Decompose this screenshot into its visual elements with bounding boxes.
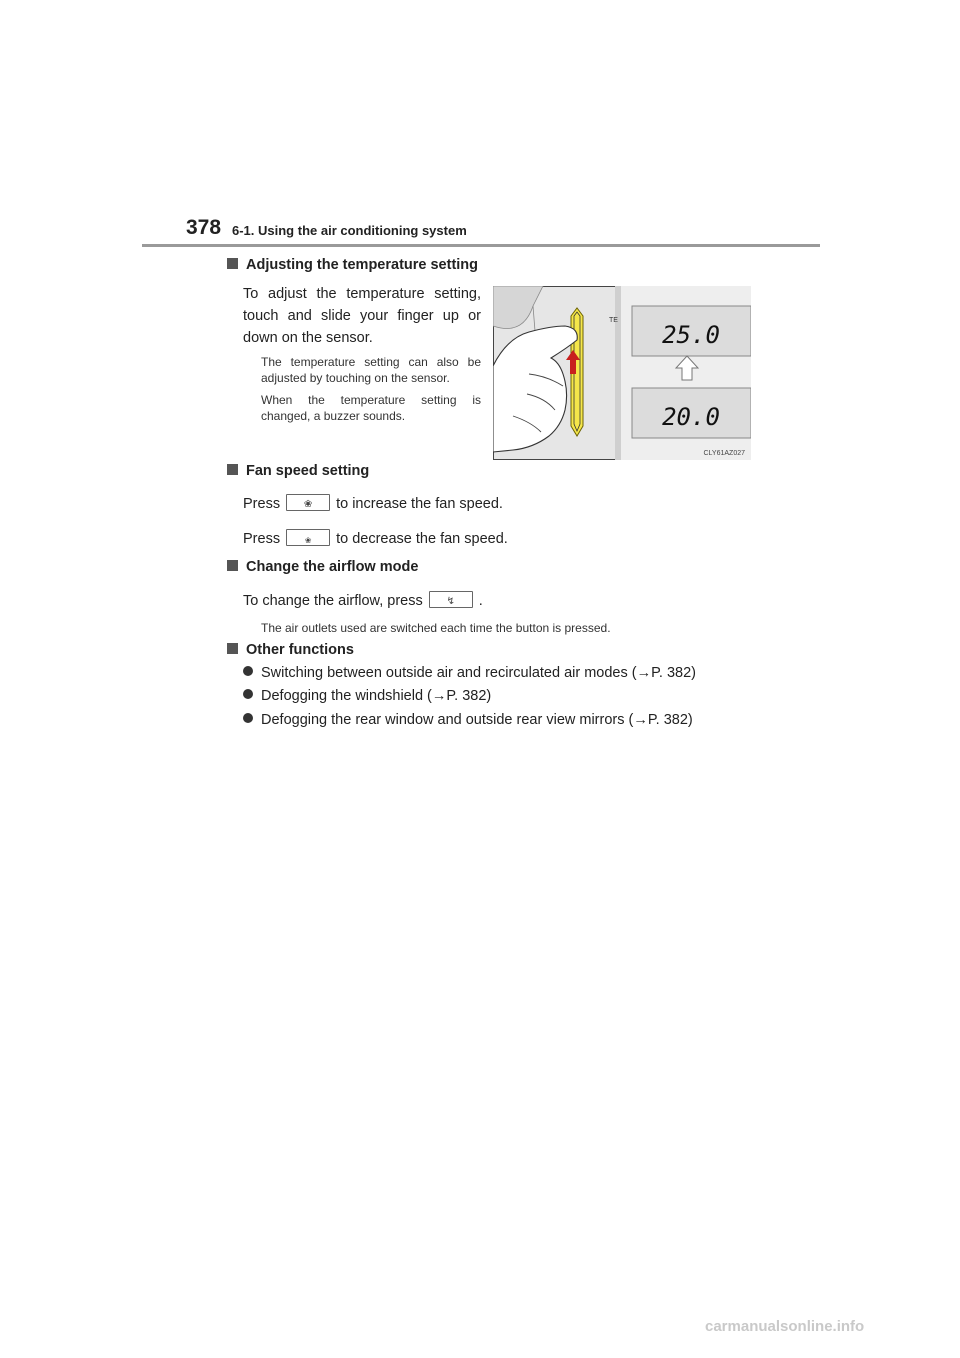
- temperature-note-2: When the temperature setting is changed, a buzzer sounds.: [261, 393, 481, 423]
- section-title: 6-1. Using the air conditioning system: [232, 223, 467, 238]
- square-bullet-icon: [227, 258, 238, 269]
- fan-heading: Fan speed setting: [227, 463, 369, 479]
- other-item: Switching between outside air and recirculated air modes (→P. 382): [243, 665, 696, 681]
- fan-increase-button-icon: ❀: [286, 494, 330, 511]
- airflow-heading: Change the airflow mode: [227, 559, 418, 575]
- other-heading: Other functions: [227, 642, 354, 658]
- airflow-note: The air outlets used are switched each time the button is pressed.: [261, 621, 611, 635]
- temperature-note-1: The temperature setting can also be adjusted by touching on the sensor.: [261, 355, 481, 385]
- watermark: carmanualsonline.info: [705, 1318, 865, 1335]
- other-item: Defogging the windshield (→P. 382): [243, 688, 491, 704]
- sensor-label: TE: [609, 317, 618, 324]
- illustration-svg: [493, 286, 751, 460]
- temperature-heading: Adjusting the temperature setting: [227, 257, 478, 273]
- display-bottom-value: 20.0: [662, 403, 720, 431]
- round-bullet-icon: [243, 666, 253, 676]
- square-bullet-icon: [227, 643, 238, 654]
- airflow-instruction: To change the airflow, press ↯ .: [243, 593, 483, 609]
- display-top-value: 25.0: [662, 321, 720, 349]
- fan-decrease-button-icon: ❀: [286, 529, 330, 546]
- fan-decrease-line: Press ❀ to decrease the fan speed.: [243, 531, 508, 547]
- header-rule: [142, 244, 820, 247]
- round-bullet-icon: [243, 713, 253, 723]
- temperature-sensor-illustration: [493, 286, 751, 460]
- fan-increase-line: Press ❀ to increase the fan speed.: [243, 496, 503, 512]
- figure-code: CLY61AZ027: [703, 450, 745, 457]
- temperature-instruction: To adjust the temperature setting, touch and slide your finger up or down on the sensor.: [243, 286, 481, 346]
- other-item: Defogging the rear window and outside rear view mirrors (→P. 382): [243, 712, 693, 728]
- airflow-mode-button-icon: ↯: [429, 591, 473, 608]
- page-number: 378: [186, 216, 222, 239]
- square-bullet-icon: [227, 560, 238, 571]
- round-bullet-icon: [243, 689, 253, 699]
- square-bullet-icon: [227, 464, 238, 475]
